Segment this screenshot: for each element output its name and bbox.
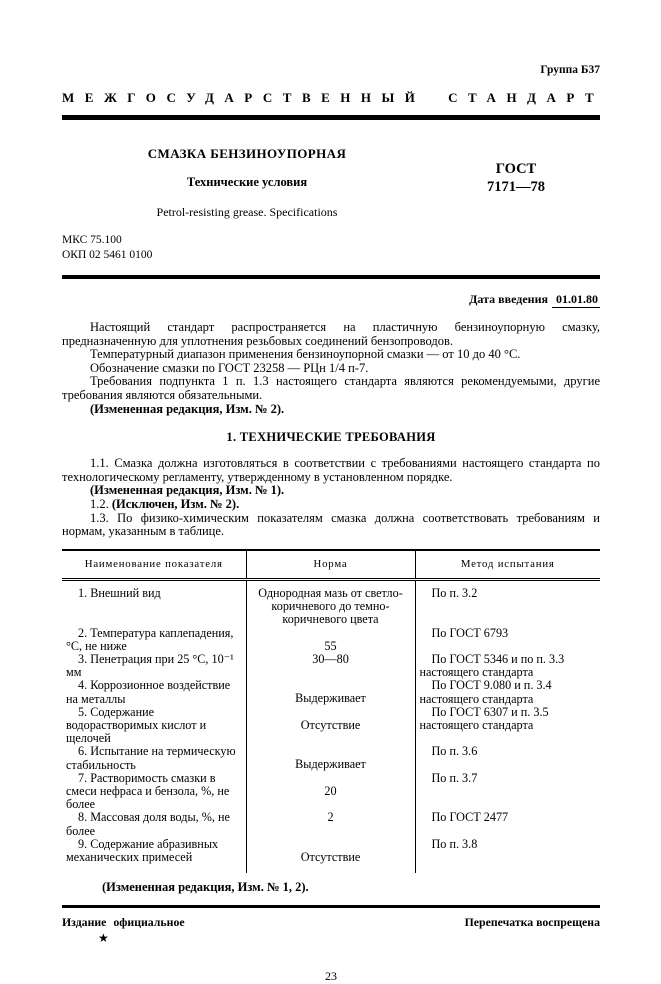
row-norm: Однородная мазь от светло-коричневого до темно-коричневого цвета	[246, 579, 415, 626]
footer	[62, 915, 600, 930]
star-icon: ★	[98, 931, 109, 946]
clause-1-2-number: 1.2.	[90, 496, 112, 511]
table-row	[62, 745, 600, 771]
top-rule	[62, 115, 600, 120]
clause-1-2	[62, 498, 600, 512]
intro-paragraphs	[62, 321, 600, 416]
table-amendment-note: (Измененная редакция, Изм. № 1, 2).	[102, 880, 309, 895]
title-block	[62, 146, 600, 220]
mid-rule	[62, 275, 600, 279]
row-name: 6. Испытание на термическую стабильность	[66, 744, 236, 772]
column-header-method: Метод испытания	[415, 550, 600, 580]
document-subtitle: Технические условия	[186, 175, 308, 189]
row-method: По ГОСТ 6793	[431, 625, 509, 640]
row-name: 5. Содержание водорастворимых кислот и щелочей	[66, 704, 207, 746]
amendment-note: (Измененная редакция, Изм. № 1).	[90, 483, 285, 498]
clause-1-2-excluded: (Исключен, Изм. № 2).	[111, 496, 240, 511]
amendment-note: (Измененная редакция, Изм. № 2).	[90, 401, 285, 416]
section-heading: 1. ТЕХНИЧЕСКИЕ ТРЕБОВАНИЯ	[226, 430, 436, 445]
row-name: 4. Коррозионное воздействие на металлы	[66, 678, 231, 706]
requirements-table	[62, 549, 600, 873]
row-norm: Выдерживает	[246, 679, 415, 705]
spacer-cell	[246, 864, 415, 873]
table-row	[62, 811, 600, 837]
row-method: По ГОСТ 2477	[431, 810, 509, 825]
table-header-row	[62, 550, 600, 580]
row-method: По п. 3.6	[431, 744, 478, 759]
row-norm: 30—80	[246, 653, 415, 679]
row-name: 7. Растворимость смазки в смеси нефраса и бензола, %, не более	[66, 770, 230, 812]
row-method: По ГОСТ 5346 и по п. 3.3 настоящего стандарта	[419, 651, 565, 680]
table-row	[62, 579, 600, 626]
row-name: 9. Содержание абразивных механических примесей	[66, 836, 219, 864]
document-subtitle-english: Petrol-resisting grease. Specifications	[156, 205, 338, 219]
table-row	[62, 772, 600, 812]
row-norm: 20	[246, 772, 415, 812]
standard-banner	[62, 89, 605, 107]
spacer-cell	[415, 864, 600, 873]
row-method: По п. 3.2	[431, 585, 478, 600]
column-header-name: Наименование показателя	[62, 550, 246, 580]
row-method: По ГОСТ 9.080 и п. 3.4 настоящего стандарта	[419, 678, 552, 706]
clause-1-1: 1.1. Смазка должна изготовляться в соответствии с требованиями настоящего стандарта по технологическому регламенту, утвержденному в установленном порядке.	[62, 456, 600, 484]
table-row	[62, 706, 600, 746]
intro-paragraph: Настоящий стандарт распространяется на пластичную бензиноупорную смазку, предназначенную для уплотнения резьбовых соединений бензопроводов.	[62, 320, 600, 348]
standard-banner-text: МЕЖГОСУДАРСТВЕННЫЙ СТАНДАРТ	[62, 90, 605, 105]
clause-1-3: 1.3. По физико-химическим показателям смазка должна соответствовать требованиям и нормам, указанным в таблице.	[62, 510, 600, 539]
row-norm: 2	[246, 811, 415, 837]
intro-paragraph: Обозначение смазки по ГОСТ 23258 — РЦн 1/4 п-7.	[90, 360, 369, 375]
row-name: 3. Пенетрация при 25 °С, 10⁻¹ мм	[66, 651, 234, 680]
group-code: Группа Б37	[540, 64, 600, 76]
table-spacer-row	[62, 864, 600, 873]
row-method: По ГОСТ 6307 и п. 3.5 настоящего стандарта	[419, 704, 549, 732]
official-edition-label: Издание официальное	[62, 915, 185, 930]
table-row	[62, 838, 600, 864]
classification-codes	[62, 233, 600, 262]
gost-label: ГОСТ	[495, 161, 537, 177]
gost-number: 7171—78	[487, 179, 545, 195]
reprint-prohibited-label: Перепечатка воспрещена	[464, 915, 600, 930]
mks-code: МКС 75.100	[62, 234, 122, 246]
effective-date-value: 01.01.80	[552, 292, 600, 308]
effective-date-line	[62, 292, 600, 307]
page-number: 23	[325, 969, 337, 984]
column-header-norm: Норма	[246, 550, 415, 580]
row-norm: Выдерживает	[246, 745, 415, 771]
row-method: По п. 3.7	[431, 770, 478, 785]
intro-paragraph: Температурный диапазон применения бензиноупорной смазки — от 10 до 40 °С.	[90, 347, 521, 362]
document-title: СМАЗКА БЕНЗИНОУПОРНАЯ	[147, 146, 347, 161]
table-row	[62, 653, 600, 679]
title-column	[62, 146, 432, 220]
spacer-cell	[62, 864, 246, 873]
table-row	[62, 627, 600, 653]
row-norm: Отсутствие	[246, 706, 415, 746]
row-norm: 55	[246, 627, 415, 653]
section-body	[62, 457, 600, 539]
gost-number-block	[432, 146, 600, 220]
row-name: 8. Массовая доля воды, %, не более	[66, 810, 230, 838]
okp-code: ОКП 02 5461 0100	[62, 248, 153, 261]
row-name: 2. Температура каплепадения, °С, не ниже	[66, 625, 234, 653]
intro-paragraph: Требования подпункта 1 п. 1.3 настоящего стандарта являются рекомендуемыми, другие требования являются обязательными.	[62, 374, 600, 402]
row-norm: Отсутствие	[246, 838, 415, 864]
table-row	[62, 679, 600, 705]
footer-rule	[62, 905, 600, 908]
row-name: 1. Внешний вид	[78, 585, 161, 600]
row-method: По п. 3.8	[431, 836, 478, 851]
effective-date-label: Дата введения	[469, 292, 548, 306]
